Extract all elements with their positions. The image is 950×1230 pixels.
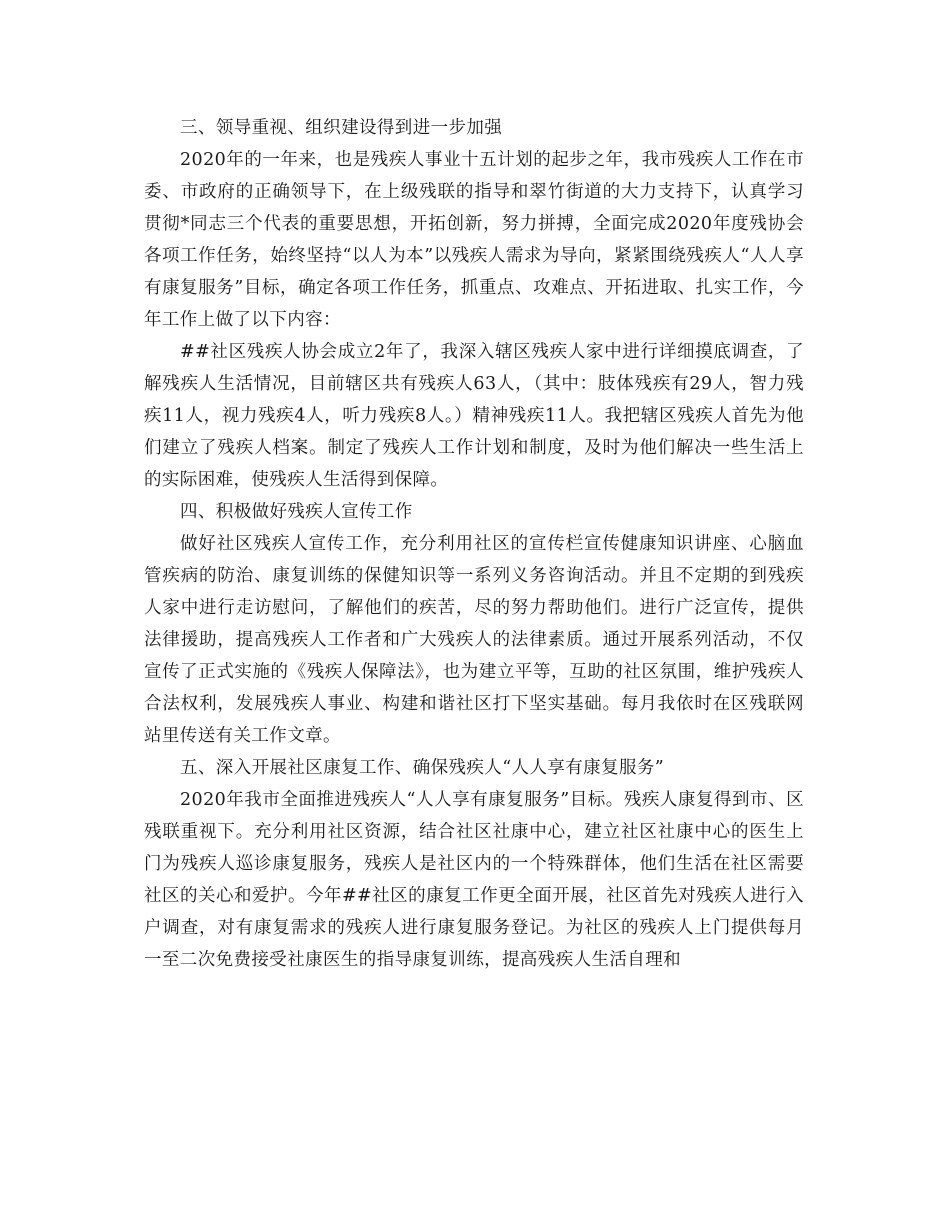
paragraph-intro: 2020年的一年来，也是残疾人事业十五计划的起步之年，我市残疾人工作在市委、市政府的正确领导下，在上级残联的指导和翠竹街道的大力支持下，认真学习贯彻*同志三个代表的重要思想，开拓创新，努力拼搏，全面完成2020年度残协会各项工作任务，始终坚持“以人为本”以残疾人需求为导向，紧紧围绕残疾人“人人享有康复服务”目标，确定各项工作任务，抓重点、攻难点、开拓进取、扎实工作，今年工作上做了以下内容：	[144, 150, 804, 330]
section-heading-4: 四、积极做好残疾人宣传工作	[180, 502, 413, 522]
section-heading-5: 五、深入开展社区康复工作、确保残疾人“人人享有康复服务”	[180, 758, 665, 778]
section-heading-3: 三、领导重视、组织建设得到进一步加强	[180, 118, 503, 138]
paragraph-publicity: 做好社区残疾人宣传工作，充分利用社区的宣传栏宣传健康知识讲座、心脑血管疾病的防治、康复训练的保健知识等一系列义务咨询活动。并且不定期的到残疾人家中进行走访慰问，了解他们的疾苦，尽的努力帮助他们。进行广泛宣传，提供法律援助，提高残疾人工作者和广大残疾人的法律素质。通过开展系列活动，不仅宣传了正式实施的《残疾人保障法》，也为建立平等，互助的社区氛围，维护残疾人合法权利，发展残疾人事业、构建和谐社区打下坚实基础。每月我依时在区残联网站里传送有关工作文章。	[144, 534, 804, 746]
paragraph-association: ##社区残疾人协会成立2年了，我深入辖区残疾人家中进行详细摸底调查，了解残疾人生活情况，目前辖区共有残疾人63人，（其中：肢体残疾有29人，智力残疾11人，视力残疾4人，听力残疾8人。）精神残疾11人。我把辖区残疾人首先为他们建立了残疾人档案。制定了残疾人工作计划和制度，及时为他们解决一些生活上的实际困难，使残疾人生活得到保障。	[144, 342, 804, 490]
document-body	[144, 112, 804, 976]
paragraph-rehabilitation: 2020年我市全面推进残疾人“人人享有康复服务”目标。残疾人康复得到市、区残联重视下。充分利用社区资源，结合社区社康中心，建立社区社康中心的医生上门为残疾人巡诊康复服务，残疾人是社区内的一个特殊群体，他们生活在社区需要社区的关心和爱护。今年##社区的康复工作更全面开展，社区首先对残疾人进行入户调查，对有康复需求的残疾人进行康复服务登记。为社区的残疾人上门提供每月一至二次免费接受社康医生的指导康复训练，提高残疾人生活自理和	[144, 790, 804, 970]
